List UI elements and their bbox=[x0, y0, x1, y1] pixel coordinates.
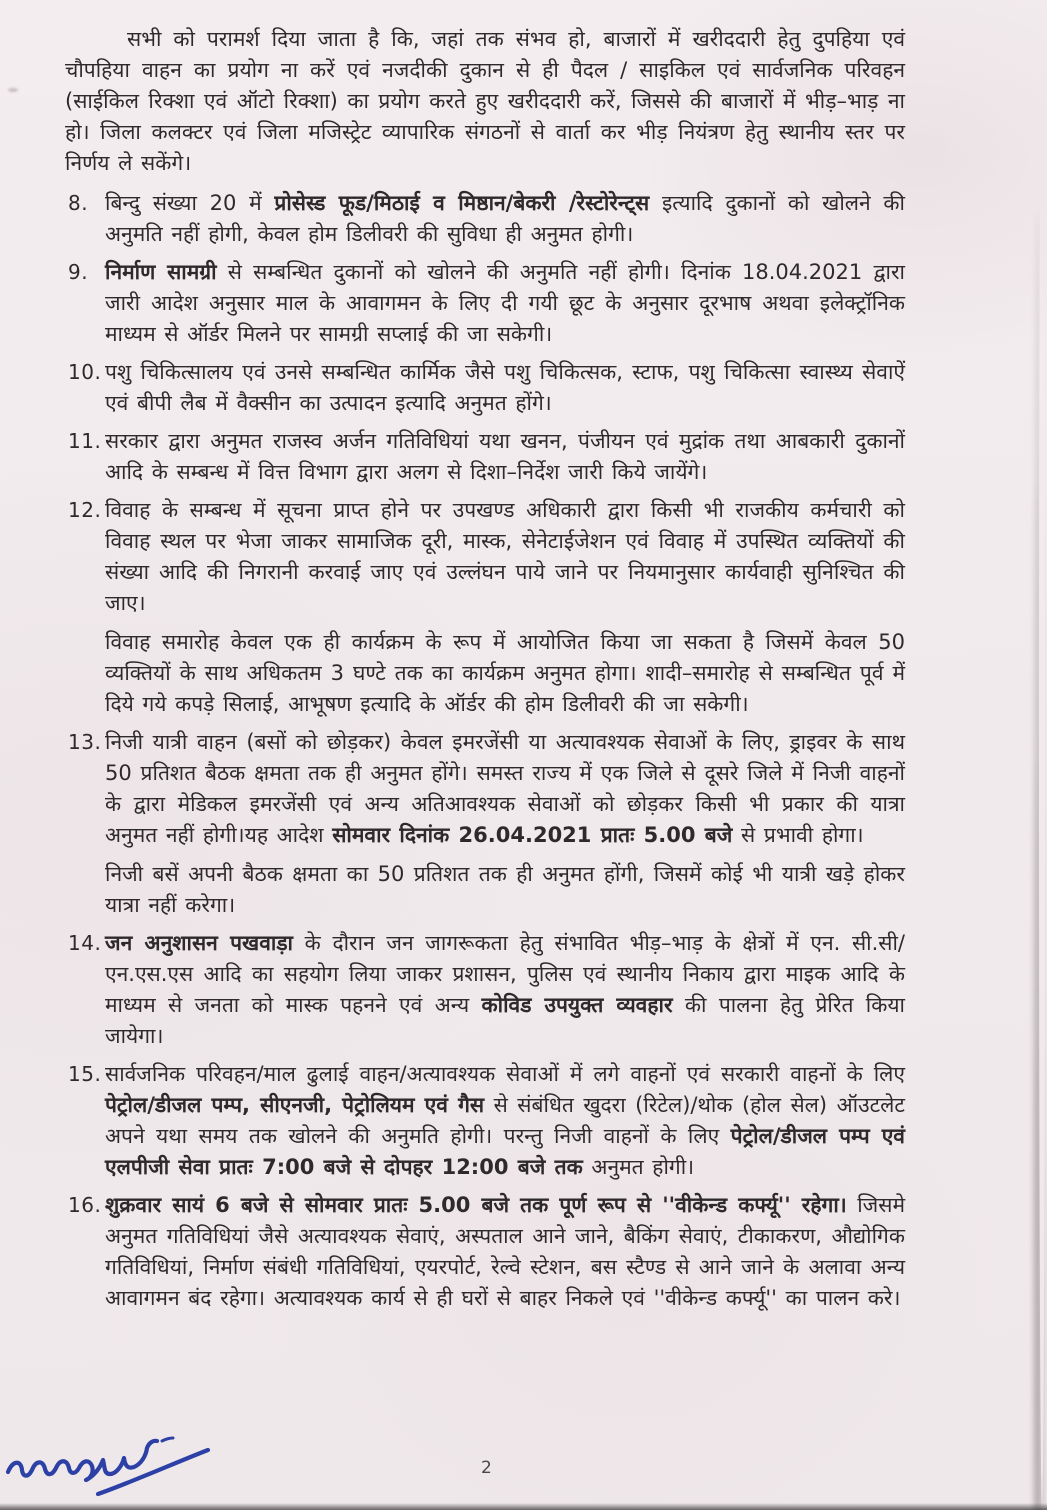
item-body bbox=[105, 1190, 905, 1314]
item-paragraph: पशु चिकित्सालय एवं उनसे सम्बन्धित कार्मिक जैसे पशु चिकित्सक, स्टाफ, पशु चिकित्सा स्वास्थ्य सेवाऐं एवं बीपी लैब में वैक्सीन का उत्पादन इत्यादि अनुमत होंगे। bbox=[105, 360, 905, 415]
list-item bbox=[68, 1190, 905, 1314]
item-paragraph: निजी यात्री वाहन (बसों को छोड़कर) केवल इमरजेंसी या अत्यावश्यक सेवाओं के लिए, ड्राइवर के साथ 50 प्रतिशत बैठक क्षमता तक ही अनुमत होंगे। समस्त राज्य में एक जिले से दूसरे जिले में निजी वाहनों के द्वारा मेडिकल इमरजेंसी एवं अन्य अतिआवश्यक सेवाओं को छोड़कर किसी भी प्रकार की यात्रा अनुमत नहीं होगी।यह आदेश सोमवार दिनांक 26.04.2021 प्रातः 5.00 बजे से प्रभावी होगा। bbox=[105, 730, 905, 847]
item-number: 12. bbox=[68, 498, 102, 522]
handwritten-signature bbox=[2, 1416, 232, 1508]
list-item bbox=[68, 727, 905, 921]
item-body bbox=[105, 257, 905, 350]
item-body bbox=[105, 1059, 905, 1183]
scan-bottom-edge bbox=[0, 1503, 1047, 1510]
numbered-list bbox=[0, 188, 1047, 1314]
item-number: 9. bbox=[68, 260, 89, 284]
item-body bbox=[105, 928, 905, 1052]
item-paragraph: विवाह समारोह केवल एक ही कार्यक्रम के रूप में आयोजित किया जा सकता है जिसमें केवल 50 व्यक्तियों के साथ अधिकतम 3 घण्टे तक का कार्यक्रम अनुमत होगा। शादी–समारोह से सम्बन्धित पूर्व में दिये गये कपड़े सिलाई, आभूषण इत्यादि के ऑर्डर की होम डिलीवरी की जा सकेगी। bbox=[105, 630, 905, 716]
item-paragraph: बिन्दु संख्या 20 में प्रोसेस्ड फूड/मिठाई व मिष्ठान/बेकरी /रेस्टोरेन्ट्स इत्यादि दुकानों को खोलने की अनुमति नहीं होगी, केवल होम डिलीवरी की सुविधा ही अनुमत होगी। bbox=[105, 191, 905, 246]
item-body bbox=[105, 727, 905, 921]
list-item bbox=[68, 426, 905, 488]
item-paragraph: निर्माण सामग्री से सम्बन्धित दुकानों को खोलने की अनुमति नहीं होगी। दिनांक 18.04.2021 द्वारा जारी आदेश अनुसार माल के आवागमन के लिए दी गयी छूट के अनुसार दूरभाष अथवा इलेक्ट्रॉनिक माध्यम से ऑर्डर मिलने पर सामग्री सप्लाई की जा सकेगी। bbox=[105, 260, 905, 346]
page-number: 2 bbox=[481, 1458, 493, 1478]
scan-smudges bbox=[1039, 0, 1045, 1510]
item-paragraph: जन अनुशासन पखवाड़ा के दौरान जन जागरूकता हेतु संभावित भीड़–भाड़ के क्षेत्रों में एन. सी.सी/एन.एस.एस आदि का सहयोग लिया जाकर प्रशासन, पुलिस एवं स्थानीय निकाय द्वारा माइक आदि के माध्यम से जनता को मास्क पहनने एवं अन्य कोविड उपयुक्त व्यवहार की पालना हेतु प्रेरित किया जायेगा। bbox=[105, 931, 905, 1048]
item-number: 11. bbox=[68, 429, 102, 453]
list-item bbox=[68, 188, 905, 250]
item-paragraph: शुक्रवार सायं 6 बजे से सोमवार प्रातः 5.00 बजे तक पूर्ण रूप से ''वीकेन्ड कर्फ्यू'' रहेगा। जिसमे अनुमत गतिविधियां जैसे अत्यावश्यक सेवाएं, अस्पताल आने जाने, बैकिंग सेवाएं, टीकाकरण, औद्योगिक गतिविधियां, निर्माण संबंधी गतिविधियां, एयरपोर्ट, रेल्वे स्टेशन, बस स्टैण्ड से आने जाने के अलावा अन्य आवागमन बंद रहेगा। अत्यावश्यक कार्य से ही घरों से बाहर निकले एवं ''वीकेन्ड कर्फ्यू'' का पालन करे। bbox=[105, 1193, 905, 1310]
item-body bbox=[105, 426, 905, 488]
list-item bbox=[68, 495, 905, 720]
intro-paragraph: सभी को परामर्श दिया जाता है कि, जहां तक संभव हो, बाजारों में खरीददारी हेतु दुपहिया एवं चौपहिया वाहन का प्रयोग ना करें एवं नजदीकी दुकान से ही पैदल / साइकिल एवं सार्वजनिक परिवहन (साईकिल रिक्शा एवं ऑटो रिक्शा) का प्रयोग करते हुए खरीददारी करें, जिससे की बाजारों में भीड़–भाड़ ना हो। जिला कलक्टर एवं जिला मजिस्ट्रेट व्यापारिक संगठनों से वार्ता कर भीड़ नियंत्रण हेतु स्थानीय स्तर पर निर्णय ले सकेंगे। bbox=[65, 27, 905, 175]
item-paragraph: सरकार द्वारा अनुमत राजस्व अर्जन गतिविधियां यथा खनन, पंजीयन एवं मुद्रांक तथा आबकारी दुकानों आदि के सम्बन्ध में वित्त विभाग द्वारा अलग से दिशा–निर्देश जारी किये जायेंगे। bbox=[105, 429, 905, 484]
scan-speck bbox=[8, 88, 18, 92]
list-item bbox=[68, 928, 905, 1052]
item-body bbox=[105, 495, 905, 720]
item-number: 13. bbox=[68, 730, 102, 754]
list-item bbox=[68, 1059, 905, 1183]
list-item bbox=[68, 357, 905, 419]
signature-ink bbox=[8, 1438, 208, 1494]
item-number: 14. bbox=[68, 931, 102, 955]
item-paragraph: निजी बसें अपनी बैठक क्षमता का 50 प्रतिशत तक ही अनुमत होंगी, जिसमें कोई भी यात्री खड़े होकर यात्रा नहीं करेगा। bbox=[105, 862, 905, 917]
item-number: 16. bbox=[68, 1193, 102, 1217]
item-paragraph: विवाह के सम्बन्ध में सूचना प्राप्त होने पर उपखण्ड अधिकारी द्वारा किसी भी राजकीय कर्मचारी को विवाह स्थल पर भेजा जाकर सामाजिक दूरी, मास्क, सेनेटाईजेशन एवं विवाह में उपस्थित व्यक्तियों की संख्या आदि की निगरानी करवाई जाए एवं उल्लंघन पाये जाने पर नियमानुसार कार्यवाही सुनिश्चित की जाए। bbox=[105, 498, 905, 615]
item-paragraph: सार्वजनिक परिवहन/माल ढुलाई वाहन/अत्यावश्यक सेवाओं में लगे वाहनों एवं सरकारी वाहनों के लिए पेट्रोल/डीजल पम्प, सीएनजी, पेट्रोलियम एवं गैस से संबंधित खुदरा (रिटेल)/थोक (होल सेल) ऑउटलेट अपने यथा समय तक खोलने की अनुमति होगी। परन्तु निजी वाहनों के लिए पेट्रोल/डीजल पम्प एवं एलपीजी सेवा प्रातः 7:00 बजे से दोपहर 12:00 बजे तक अनुमत होगी। bbox=[105, 1062, 905, 1179]
list-item bbox=[68, 257, 905, 350]
item-body bbox=[105, 357, 905, 419]
item-body bbox=[105, 188, 905, 250]
item-number: 10. bbox=[68, 360, 102, 384]
item-number: 8. bbox=[68, 191, 89, 215]
item-number: 15. bbox=[68, 1062, 102, 1086]
